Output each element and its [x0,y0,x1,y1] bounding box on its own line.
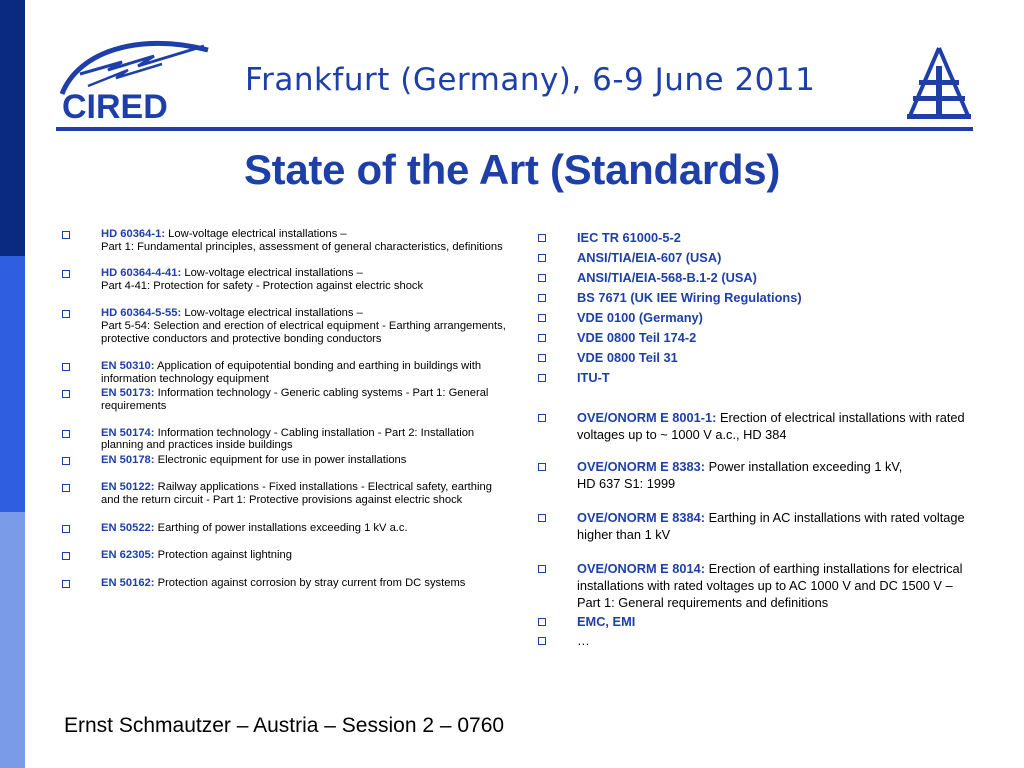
standard-code: OVE/ONORM E 8001-1: [577,410,717,425]
square-bullet-icon [538,334,546,342]
list-item [538,329,978,346]
standard-code: EMC, EMI [577,614,636,629]
standard-description-line2: Part 4-41: Protection for safety - Protection against electric shock [101,279,424,292]
standard-code: EN 50162: [101,576,155,589]
list-item [62,549,512,562]
standard-code: ITU-T [577,370,610,385]
standard-code: IEC TR 61000-5-2 [577,230,681,245]
standard-description-line2: Part 1: Fundamental principles, assessment of general characteristics, definitions [101,240,503,253]
square-bullet-icon [538,414,546,422]
event-title: Frankfurt (Germany), 6-9 June 2011 [245,62,816,98]
standard-code: OVE/ONORM E 8384: [577,510,706,525]
standard-code: ANSI/TIA/EIA-607 (USA) [577,250,722,265]
standard-description-line2: HD 637 S1: 1999 [577,476,676,491]
square-bullet-icon [538,565,546,573]
standard-description: Protection against lightning [157,549,292,562]
standard-code: VDE 0800 Teil 174-2 [577,330,697,345]
standard-description: Low-voltage electrical installations – [168,228,347,240]
standard-description: Low-voltage electrical installations – [184,307,363,320]
list-item [538,269,978,286]
standard-description: Electronic equipment for use in power installations [157,453,407,466]
standard-description: Protection against corrosion by stray current from DC systems [157,576,466,589]
standard-description: Information technology - Cabling installation - Part 2: Installation planning and practices inside buildings [101,426,475,452]
standard-code: BS 7671 (UK IEE Wiring Regulations) [577,290,802,305]
side-band-top [0,0,25,256]
slide-title: State of the Art (Standards) [243,146,781,193]
square-bullet-icon [538,234,546,242]
list-item [62,228,512,253]
list-item [62,577,512,590]
standard-code: OVE/ONORM E 8383: [577,459,706,474]
standard-description: Information technology - Generic cabling systems - Part 1: General requirements [101,387,489,412]
standard-description: Earthing of power installations exceeding 1 kV a.c. [157,521,408,534]
standard-description: Erection of earthing installations for electrical installations with rated voltages up to AC 1000 V and DC 1500 V – Part 1: General requirements and definitions [577,561,963,610]
standard-code: EN 50310: [101,360,155,373]
standard-description: Application of equipotential bonding and earthing in buildings with information technology equipment [101,360,482,385]
list-item [538,409,978,443]
list-item [62,427,512,452]
square-bullet-icon [62,430,70,438]
standard-description: Earthing in AC installations with rated voltage higher than 1 kV [577,510,965,542]
left-standards-list [62,228,512,589]
standard-code: EN 50173: [101,387,155,400]
standard-code: EN 50522: [101,521,155,534]
list-item [62,387,512,412]
standard-code: EN 50178: [101,453,155,466]
square-bullet-icon [538,274,546,282]
list-item [538,632,978,649]
cired-logo [58,34,213,122]
standard-code: HD 60364-5-55: [101,307,182,320]
standard-description: Erection of electrical installations with rated voltages up to ~ 1000 V a.c., HD 384 [577,410,965,442]
standard-code: HD 60364-1: [101,228,166,240]
standard-description: Power installation exceeding 1 kV, [708,459,903,474]
square-bullet-icon [538,354,546,362]
square-bullet-icon [62,552,70,560]
standard-code: EN 50174: [101,426,155,439]
square-bullet-icon [62,457,70,465]
svg-text:CIRED: CIRED [62,88,168,122]
square-bullet-icon [538,514,546,522]
list-item [62,360,512,385]
square-bullet-icon [538,374,546,382]
list-item [62,307,512,345]
list-item [538,369,978,386]
standard-code: EN 50122: [101,481,155,494]
square-bullet-icon [62,484,70,492]
square-bullet-icon [62,231,70,239]
square-bullet-icon [62,390,70,398]
standard-description: … [577,633,590,648]
header-divider [56,127,973,131]
standard-code: EN 62305: [101,549,155,562]
right-standards-list [538,229,978,649]
standard-code: ANSI/TIA/EIA-568-B.1-2 (USA) [577,270,757,285]
organization-logo [905,46,973,120]
square-bullet-icon [62,525,70,533]
square-bullet-icon [538,314,546,322]
list-item [538,309,978,326]
list-item [62,522,512,535]
square-bullet-icon [538,463,546,471]
list-item [62,454,512,467]
list-item [538,229,978,246]
standard-description-line2: Part 5-54: Selection and erection of electrical equipment - Earthing arrangements, protective conductors and protective bonding conductors [101,319,506,345]
list-item [538,509,978,543]
standard-description: Low-voltage electrical installations – [184,267,363,280]
square-bullet-icon [62,270,70,278]
footer-author: Ernst Schmautzer – Austria – Session 2 – 0760 [64,714,505,737]
square-bullet-icon [62,363,70,371]
standard-code: OVE/ONORM E 8014: [577,561,706,576]
square-bullet-icon [62,580,70,588]
list-item [62,481,512,506]
list-item [538,249,978,266]
list-item [538,458,978,492]
standard-code: VDE 0100 (Germany) [577,310,703,325]
list-item [538,349,978,366]
square-bullet-icon [538,637,546,645]
standard-code: VDE 0800 Teil 31 [577,350,678,365]
square-bullet-icon [538,618,546,626]
list-item [538,289,978,306]
standard-description: Railway applications - Fixed installations - Electrical safety, earthing and the return circuit - Part 1: Protective provisions against electric shock [101,481,492,506]
side-band-middle [0,256,25,512]
standard-code: HD 60364-4-41: [101,267,182,280]
side-band-bottom [0,512,25,768]
square-bullet-icon [62,310,70,318]
list-item [538,560,978,611]
square-bullet-icon [538,254,546,262]
list-item [62,267,512,292]
square-bullet-icon [538,294,546,302]
list-item [538,613,978,630]
